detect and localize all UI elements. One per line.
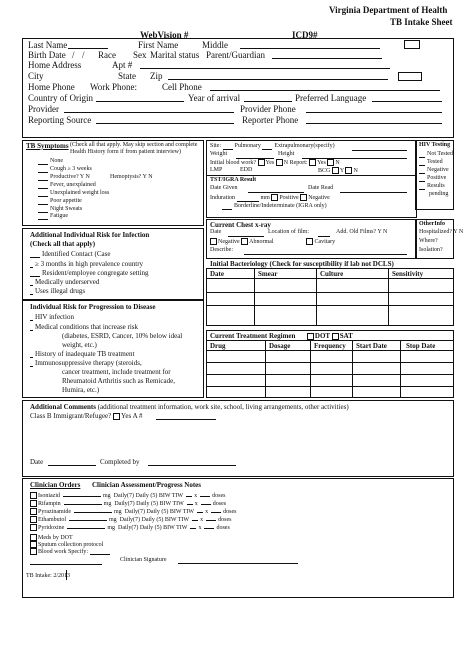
risk-contact[interactable] bbox=[30, 250, 110, 258]
comments-title: Additional Comments bbox=[30, 403, 96, 411]
middle-label: Middle bbox=[202, 40, 228, 50]
drug-order-name: Ethambutol bbox=[38, 516, 66, 523]
drug-order-frequency: Daily(7) Daily (5) BIW TIW bbox=[118, 524, 188, 531]
prog-immuno2: cancer treatment, include treatment for bbox=[62, 368, 171, 376]
drug-order-frequency: Daily(7) Daily (5) BIW TIW bbox=[119, 516, 190, 523]
symptom-fever[interactable] bbox=[38, 182, 96, 189]
reg-col-start: Start Date bbox=[356, 342, 387, 350]
where-label: Where? bbox=[419, 238, 438, 244]
risk-congregate[interactable] bbox=[30, 269, 149, 277]
lmp-label: LMP bbox=[210, 167, 223, 173]
risk-months-label: ≥ 3 months in high prevalence country bbox=[35, 260, 144, 268]
drug-order-doses: doses bbox=[212, 500, 227, 507]
hiv-tested[interactable] bbox=[419, 159, 443, 166]
risk-underserved-label: Medically underserved bbox=[35, 278, 100, 286]
risk-infection-title: Additional Individual Risk for Infection bbox=[30, 231, 150, 239]
induration-row bbox=[210, 194, 330, 202]
reg-col-drug: Drug bbox=[210, 342, 226, 350]
drug-order-checkbox[interactable] bbox=[30, 500, 37, 507]
bcg-no-checkbox[interactable] bbox=[345, 167, 352, 174]
completed-by-label: Completed by bbox=[100, 458, 140, 466]
sex-label: Sex bbox=[133, 50, 147, 60]
drug-order-mg: mg bbox=[109, 516, 117, 523]
reporting-source-label: Reporting Source bbox=[28, 115, 92, 125]
drug-order-x: x bbox=[194, 500, 198, 507]
symptom-night-sweats-label: Night Sweats bbox=[50, 206, 83, 212]
reg-col-frequency: Frequency bbox=[314, 342, 346, 350]
tb-case-box[interactable] bbox=[404, 40, 420, 49]
class-b-row bbox=[30, 412, 143, 420]
xray-title: Current Chest x-ray bbox=[210, 221, 271, 229]
bcg-no-label: N bbox=[353, 167, 358, 174]
hospitalized-label: Hospitalized? Y N bbox=[419, 229, 464, 235]
country-origin-label: Country of Origin bbox=[28, 93, 93, 103]
prog-hiv[interactable] bbox=[30, 313, 74, 321]
bcg-label: BCG bbox=[318, 167, 331, 174]
regimen-title: Current Treatment Regimen bbox=[210, 332, 296, 340]
site-extrapulmonary: Extrapulmonary(specify) bbox=[274, 143, 335, 149]
hiv-negative[interactable] bbox=[419, 167, 449, 174]
borderline-row bbox=[222, 203, 327, 210]
drug-order-row bbox=[30, 492, 228, 500]
class-a-label: A # bbox=[132, 412, 143, 420]
drug-order-row bbox=[30, 516, 234, 524]
xray-result-row bbox=[210, 238, 335, 246]
comments-detail: (additional treatment information, work site, school, living arrangements, other activities) bbox=[97, 403, 349, 411]
marital-label: Marital status bbox=[150, 50, 200, 60]
symptom-weight-loss[interactable] bbox=[38, 190, 109, 197]
risk-progression-title: Individual Risk for Progression to Disease bbox=[30, 303, 156, 311]
bact-col-date: Date bbox=[210, 270, 224, 278]
drug-order-checkbox[interactable] bbox=[30, 516, 37, 523]
xray-cavitary-checkbox[interactable] bbox=[306, 238, 313, 245]
prog-medical-detail2: weight, etc.) bbox=[62, 341, 97, 349]
drug-order-checkbox[interactable] bbox=[30, 508, 37, 515]
drug-order-name: Pyridoxine bbox=[38, 524, 65, 531]
bact-col-culture: Culture bbox=[320, 270, 344, 278]
xray-location-label: Location of film: bbox=[268, 229, 309, 235]
meds-dot-checkbox[interactable] bbox=[30, 534, 37, 541]
drug-order-mg: mg bbox=[103, 492, 111, 499]
icd9-label: ICD9# bbox=[292, 30, 318, 40]
drug-order-frequency: Daily(7) Daily (5) BIW TIW bbox=[114, 500, 184, 507]
prog-immuno-label: Immunosuppressive therapy (steroids, bbox=[35, 359, 142, 367]
report-label: Report: bbox=[289, 159, 308, 166]
drug-order-row bbox=[30, 524, 233, 532]
drug-order-x: x bbox=[194, 492, 198, 499]
apt-label: Apt # bbox=[112, 60, 133, 70]
form-title: TB Intake Sheet bbox=[390, 17, 453, 27]
hiv-positive[interactable] bbox=[419, 175, 446, 182]
tst-positive-checkbox[interactable] bbox=[271, 194, 278, 201]
first-name-label: First Name bbox=[138, 40, 179, 50]
drug-order-frequency: Daily(7) Daily (5) BIW TIW bbox=[124, 508, 195, 515]
city-label: City bbox=[28, 71, 44, 81]
prog-immuno[interactable] bbox=[30, 359, 142, 367]
drug-order-doses: doses bbox=[216, 524, 230, 531]
tb-symptoms-instruction: (Check all that apply. May skip section and complete Health History form if from patient interview) bbox=[70, 142, 198, 155]
bcg-yes-label: Y bbox=[339, 167, 344, 174]
home-address-label: Home Address bbox=[28, 60, 82, 70]
birth-date-label: Birth Date bbox=[28, 50, 66, 60]
prog-history[interactable] bbox=[30, 350, 134, 358]
risk-drugs-label: Uses illegal drugs bbox=[35, 287, 86, 295]
state-label: State bbox=[118, 71, 136, 81]
blood-yes-checkbox[interactable] bbox=[258, 159, 265, 166]
drug-order-mg: mg bbox=[114, 508, 122, 515]
race-label: Race bbox=[98, 50, 116, 60]
symptom-hemoptysis: Hemoptysis? Y N bbox=[110, 174, 153, 180]
risk-infection-subtitle: (Check all that apply) bbox=[30, 240, 96, 248]
prog-medical-label: Medical conditions that increase risk bbox=[35, 323, 139, 331]
xray-cavitary-label: Cavitary bbox=[314, 238, 336, 245]
hiv-positive-label: Positive bbox=[427, 175, 447, 181]
birth-slash-2: / bbox=[82, 50, 85, 60]
drug-order-doses: doses bbox=[218, 516, 232, 523]
symptom-fever-label: Fever, unexplained bbox=[50, 182, 96, 188]
prog-medical-detail1: (diabetes, ESRD, Cancer, 10% below ideal bbox=[62, 332, 183, 340]
regimen-sat-checkbox[interactable] bbox=[332, 333, 339, 340]
assessment-title: Clinician Assessment/Progress Notes bbox=[92, 481, 202, 489]
edd-label: EDD bbox=[240, 167, 253, 173]
weight-label: Weight bbox=[210, 151, 228, 157]
symptom-cough[interactable] bbox=[38, 166, 92, 173]
xray-abnormal-label: Abnormal bbox=[249, 238, 274, 245]
site-row bbox=[210, 143, 335, 150]
blood-work-specify-checkbox[interactable] bbox=[30, 548, 37, 555]
blood-no-label: N bbox=[283, 159, 289, 166]
meds-dot-label: Meds by DOT bbox=[38, 534, 73, 541]
provider-phone-label: Provider Phone bbox=[240, 104, 296, 114]
drug-order-name: Rifampin bbox=[38, 500, 61, 507]
tst-positive-label: Positive bbox=[279, 194, 299, 201]
blood-work-label: Initial blood work? bbox=[210, 159, 256, 166]
hiv-results-label: Results bbox=[427, 183, 445, 189]
class-b-label: Class B Immigrant/Refugee? bbox=[30, 412, 112, 420]
regimen-dot-label: DOT bbox=[314, 332, 330, 340]
last-name-label: Last Name bbox=[28, 40, 68, 50]
drug-order-checkbox[interactable] bbox=[30, 492, 37, 499]
bcg-yes-checkbox[interactable] bbox=[332, 167, 339, 174]
xray-date-label: Date bbox=[210, 229, 222, 235]
tst-negative-checkbox[interactable] bbox=[300, 194, 307, 201]
symptom-fatigue-label: Fatigue bbox=[50, 213, 68, 219]
drug-order-x: x bbox=[200, 516, 204, 523]
reporter-phone-label: Reporter Phone bbox=[242, 115, 299, 125]
bact-col-smear: Smear bbox=[258, 270, 278, 278]
year-arrival-label: Year of arrival bbox=[188, 93, 241, 103]
xray-describe-label: Describe: bbox=[210, 247, 233, 253]
xray-old-films: Add. Old Films? Y N bbox=[336, 229, 388, 235]
risk-contact-label: Identified Contact (Case bbox=[42, 250, 111, 258]
class-b-yes-checkbox[interactable] bbox=[113, 413, 120, 420]
prog-hiv-label: HIV infection bbox=[35, 313, 74, 321]
risk-months[interactable] bbox=[30, 260, 143, 268]
symptom-poor-appetite[interactable] bbox=[38, 198, 82, 205]
provider-label: Provider bbox=[28, 104, 59, 114]
xray-negative-checkbox[interactable] bbox=[210, 238, 217, 245]
tst-negative-label: Negative bbox=[308, 194, 330, 201]
xray-negative-label: Negative bbox=[218, 238, 240, 245]
form-version: TB Intake: 2/2013 bbox=[26, 573, 70, 579]
prog-immuno3: Rheumatoid Arthritis such as Remicade, bbox=[62, 377, 175, 385]
symptom-night-sweats[interactable] bbox=[38, 206, 82, 213]
work-phone-label: Work Phone: bbox=[90, 82, 138, 92]
org-name: Virginia Department of Health bbox=[329, 5, 448, 15]
drug-order-name: Pyrazinamide bbox=[38, 508, 71, 515]
class-b-yes-label: Yes bbox=[121, 412, 132, 420]
otherinfo-title: OtherInfo bbox=[419, 221, 445, 227]
tst-title: TST/IGRA Result bbox=[210, 177, 257, 183]
drug-order-row bbox=[30, 500, 229, 508]
drug-order-doses: doses bbox=[223, 508, 237, 515]
xray-abnormal-checkbox[interactable] bbox=[241, 238, 248, 245]
drug-order-mg: mg bbox=[103, 500, 112, 507]
home-phone-label: Home Phone bbox=[28, 82, 75, 92]
regimen-dot-checkbox[interactable] bbox=[307, 333, 314, 340]
blood-work-specify-label: Blood work Specify: bbox=[38, 548, 88, 555]
clinician-orders-title: Clinician Orders bbox=[30, 481, 81, 489]
blood-work-row bbox=[210, 159, 340, 167]
site-label: Site: bbox=[210, 143, 222, 149]
bacteriology-title: Initial Bacteriology (Check for susceptibility if lab not DCLS) bbox=[210, 260, 394, 268]
borderline-label: Borderline/Indeterminate (IGRA only) bbox=[234, 203, 327, 209]
symptom-fatigue[interactable] bbox=[38, 213, 68, 220]
hiv-not-tested-label: Not Tested bbox=[427, 151, 453, 157]
symptom-poor-appetite-label: Poor appetite bbox=[50, 198, 82, 204]
reg-col-stop: Stop Date bbox=[406, 342, 436, 350]
cell-phone-label: Cell Phone bbox=[162, 82, 202, 92]
clinician-signature-label: Clinician Signature bbox=[120, 557, 167, 563]
hiv-results[interactable] bbox=[419, 183, 445, 190]
parent-guardian-label: Parent/Guardian bbox=[206, 50, 265, 60]
tb-symptoms-title bbox=[26, 142, 69, 150]
comments-date-label: Date bbox=[30, 458, 44, 466]
date-read-label: Date Read bbox=[308, 185, 334, 191]
comments-title-row bbox=[30, 403, 349, 411]
report-no-label: N bbox=[335, 159, 340, 166]
hiv-tested-label: Tested bbox=[427, 159, 443, 165]
hiv-pending-label: pending bbox=[429, 191, 449, 197]
drug-order-frequency: Daily(7) Daily (5) BIW TIW bbox=[113, 492, 184, 499]
blood-no-checkbox[interactable] bbox=[276, 159, 283, 166]
risk-drugs[interactable] bbox=[30, 287, 85, 295]
reg-col-dosage: Dosage bbox=[269, 342, 291, 350]
blood-work-specify-row bbox=[30, 548, 88, 556]
height-label: Height bbox=[278, 151, 295, 157]
drug-order-row bbox=[30, 508, 239, 516]
induration-label: Induration bbox=[210, 194, 235, 201]
drug-order-mg: mg bbox=[107, 524, 116, 531]
birth-slash-1: / bbox=[72, 50, 75, 60]
prog-medical[interactable] bbox=[30, 323, 138, 331]
report-no-checkbox[interactable] bbox=[327, 159, 334, 166]
preferred-language-label: Preferred Language bbox=[295, 93, 367, 103]
symptom-none[interactable] bbox=[38, 158, 63, 165]
symptom-weight-loss-label: Unexplained weight loss bbox=[50, 190, 110, 196]
symptom-none-label: None bbox=[50, 158, 63, 164]
risk-underserved[interactable] bbox=[30, 278, 99, 286]
symptom-cough-label: Cough ≥ 3 weeks bbox=[50, 166, 92, 172]
regimen-title-row bbox=[210, 332, 353, 340]
sputum-checkbox[interactable] bbox=[30, 541, 37, 548]
prog-history-label: History of inadequate TB treatment bbox=[35, 350, 135, 358]
drug-order-x: x bbox=[205, 508, 209, 515]
bcg-row bbox=[318, 167, 358, 175]
hiv-title: HIV Testing bbox=[419, 142, 451, 148]
regimen-sat-label: SAT bbox=[339, 332, 353, 340]
webvision-label: WebVision # bbox=[140, 30, 189, 40]
symptom-productive[interactable] bbox=[38, 174, 90, 181]
tb-flag-box[interactable] bbox=[398, 72, 422, 81]
report-yes-checkbox[interactable] bbox=[309, 159, 316, 166]
site-pulmonary: Pulmonary bbox=[234, 143, 261, 149]
hiv-not-tested[interactable] bbox=[419, 151, 453, 158]
drug-order-checkbox[interactable] bbox=[30, 524, 37, 531]
drug-order-x: x bbox=[198, 524, 202, 531]
risk-congregate-label: Resident/employee congregate setting bbox=[42, 269, 149, 277]
drug-order-name: Isoniazid bbox=[38, 492, 60, 499]
mm-label: mm bbox=[260, 194, 270, 201]
report-yes-label: Yes bbox=[317, 159, 326, 166]
sputum-label: Sputum collection protocol bbox=[38, 541, 104, 548]
isolation-label: Isolation? bbox=[419, 247, 443, 253]
date-given-label: Date Given bbox=[210, 185, 238, 191]
hiv-negative-label: Negative bbox=[427, 167, 449, 173]
prog-immuno4: Humira, etc.) bbox=[62, 386, 100, 394]
zip-label: Zip bbox=[150, 71, 163, 81]
symptom-productive-label: Productive? Y N bbox=[50, 174, 90, 180]
drug-order-doses: doses bbox=[212, 492, 226, 499]
tb-symptoms-heading: TB Symptoms bbox=[26, 142, 69, 150]
bact-col-sensitivity: Sensitivity bbox=[392, 270, 424, 278]
blood-yes-label: Yes bbox=[265, 159, 275, 166]
